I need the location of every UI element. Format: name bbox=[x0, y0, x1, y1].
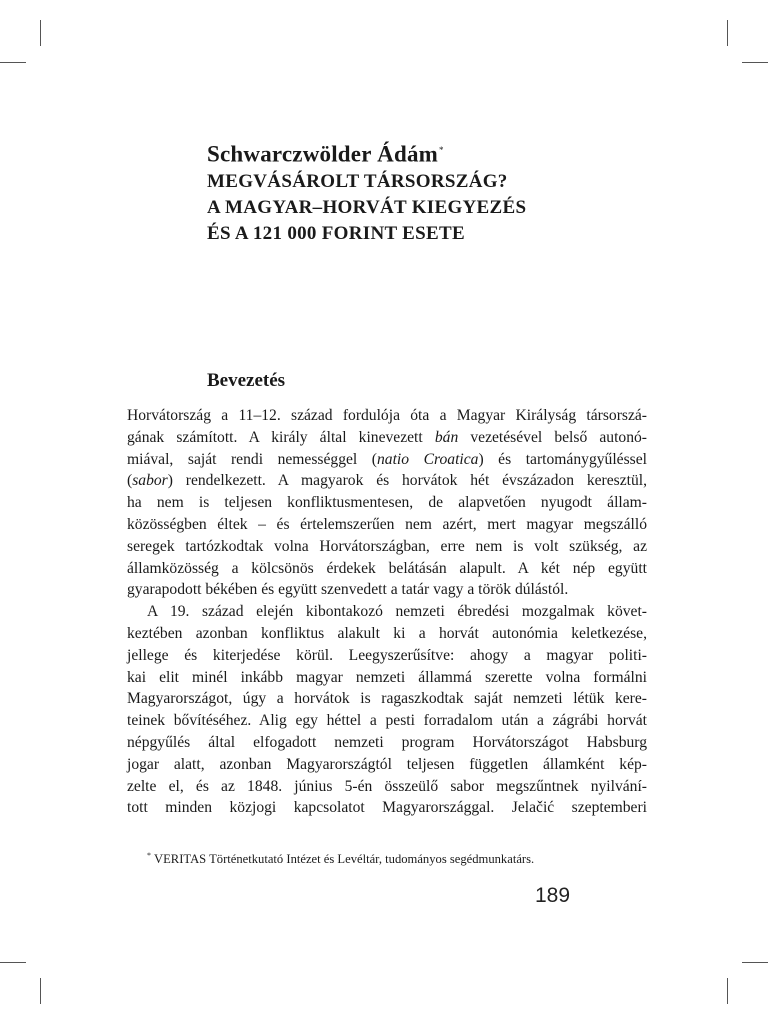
text-line: Horvátország a 11–12. század fordulója óta a Magyar Királyság társorszá- bbox=[127, 407, 647, 424]
crop-mark-left-top bbox=[0, 62, 26, 63]
paragraph-2 bbox=[127, 601, 647, 819]
crop-mark-right-top bbox=[742, 62, 768, 63]
footnote-text: VERITAS Történetkutató Intézet és Levéltár, tudományos segédmunkatárs. bbox=[154, 852, 535, 867]
text-line: államközösség a kölcsönös érdekek belátásán alapult. A két nép együtt bbox=[127, 559, 647, 577]
crop-mark-bottom-right bbox=[727, 978, 728, 1004]
italic-term: bán bbox=[434, 428, 459, 446]
text-line: seregek tartózkodtak volna Horvátországban, erre nem is volt szükség, az bbox=[127, 537, 647, 555]
text-line: tott minden közjogi kapcsolatot Magyarországgal. Jelačić szeptemberi bbox=[127, 799, 647, 817]
footnote bbox=[147, 848, 534, 867]
body-text bbox=[127, 405, 647, 819]
footnote-mark: * bbox=[147, 851, 151, 860]
article-title-line-2: A MAGYAR–HORVÁT KIEGYEZÉS bbox=[207, 196, 527, 218]
text-line: ha nem is teljesen konfliktusmentesen, de alapvetően nyugodt állam- bbox=[127, 494, 647, 512]
text-line: kai elit minél inkább magyar nemzeti állammá szerette volna formálni bbox=[127, 668, 647, 686]
text-line: miával, saját rendi nemességgel (natio Croatica) és tartománygyűléssel bbox=[127, 450, 647, 468]
text-line: A 19. század elején kibontakozó nemzeti ébredési mozgalmak követ- bbox=[147, 603, 647, 621]
text-line: jogar alatt, azonban Magyarországtól teljesen független államként kép- bbox=[127, 755, 647, 773]
text-line: jellege és kiterjedése körül. Leegyszerűsítve: ahogy a magyar politi- bbox=[127, 646, 647, 664]
crop-mark-top-left bbox=[40, 20, 41, 46]
author-name: Schwarczwölder Ádám* bbox=[207, 141, 444, 167]
text-line: közösségben éltek – és értelemszerűen nem azért, mert magyar megszálló bbox=[127, 515, 647, 533]
text-line: népgyűlés által elfogadott nemzeti program Horvátországot Habsburg bbox=[127, 733, 647, 751]
text-line: teinek bővítéséhez. Alig egy héttel a pesti forradalom után a zágrábi horvát bbox=[127, 712, 647, 730]
text-line: Magyarországot, úgy a horvátok is ragaszkodtak saját nemzeti létük kere- bbox=[127, 690, 647, 708]
italic-term: natio Croatica bbox=[376, 450, 479, 468]
text-line: gának számított. A király által kinevezett bán vezetésével belső autonó- bbox=[127, 428, 647, 446]
article-header bbox=[207, 136, 647, 247]
text-line: gyarapodott békében és együtt szenvedett a tatár vagy a török dúlástól. bbox=[127, 581, 569, 599]
text-line: zelte el, és az 1848. június 5-én összeülő sabor megszűntnek nyilvání- bbox=[127, 777, 647, 795]
article-title-line-1: MEGVÁSÁROLT TÁRSORSZÁG? bbox=[207, 170, 508, 192]
section-heading: Bevezetés bbox=[207, 370, 286, 391]
paragraph-1 bbox=[127, 405, 647, 601]
crop-mark-left-bottom bbox=[0, 962, 26, 963]
text-line: (sabor) rendelkezett. A magyarok és horvátok hét évszázadon keresztül, bbox=[127, 472, 647, 490]
crop-mark-bottom-left bbox=[40, 978, 41, 1004]
crop-mark-right-bottom bbox=[742, 962, 768, 963]
crop-mark-top-right bbox=[727, 20, 728, 46]
italic-term: sabor bbox=[132, 472, 168, 490]
page-number: 189 bbox=[535, 884, 571, 907]
author-footnote-mark: * bbox=[439, 145, 444, 155]
text-line: keztében azonban konfliktus alakult ki a horvát autonómia keletkezése, bbox=[127, 624, 647, 642]
article-title-line-3: ÉS A 121 000 FORINT ESETE bbox=[207, 222, 465, 244]
